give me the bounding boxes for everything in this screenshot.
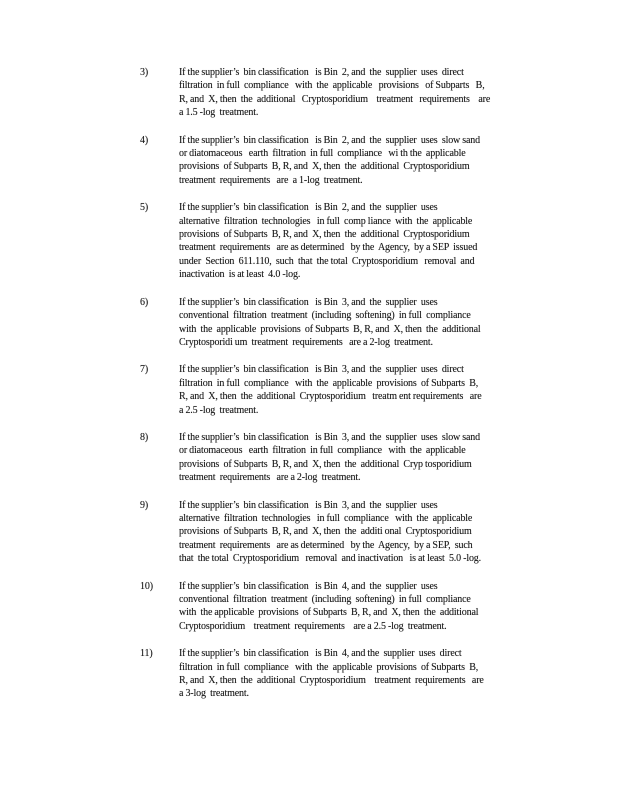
text-line: filtration in full compliance with the applicable provisions of Subparts B, xyxy=(179,661,479,673)
list-item xyxy=(140,296,490,350)
list-item xyxy=(140,134,490,188)
text-line: If the supplier’s bin classification is Bin 3, and the supplier uses xyxy=(179,296,438,308)
item-number: 7) xyxy=(140,364,149,376)
list-item xyxy=(140,201,490,281)
text-line: alternative filtration technologies in full compliance with the applicable xyxy=(179,512,473,524)
item-text xyxy=(179,296,481,350)
text-line: inactivation is at least 4.0 -log. xyxy=(179,269,301,281)
list-item xyxy=(140,431,490,485)
text-line: If the supplier’s bin classification is Bin 3, and the supplier uses direct xyxy=(179,364,464,376)
text-line: treatment requirements are as determined by the Agency, by a SEP, such xyxy=(179,539,473,551)
item-number: 3) xyxy=(140,67,149,78)
item-number: 8) xyxy=(140,431,149,443)
text-line: conventional filtration treatment (including softening) in full compliance xyxy=(179,310,471,322)
item-text xyxy=(179,499,481,566)
text-line: provisions of Subparts B, R, and X, then the additional Cryptosporidium xyxy=(179,161,470,173)
text-line: treatment requirements are a 2-log treatment. xyxy=(179,472,361,484)
text-line: that the total Cryptosporidium removal and inactivation is at least 5.0 -log. xyxy=(179,553,482,565)
text-line: alternative filtration technologies in full comp liance with the applicable xyxy=(179,215,473,227)
text-line: If the supplier’s bin classification is Bin 4, and the supplier uses direct xyxy=(179,648,462,660)
text-line: a 3-log treatment. xyxy=(179,688,249,700)
text-line: a 2.5 -log treatment. xyxy=(179,404,259,416)
text-line: If the supplier’s bin classification is Bin 2, and the supplier uses direct xyxy=(179,67,464,78)
item-text xyxy=(179,431,480,485)
text-line: or diatomaceous earth filtration in full compliance wi th the applicable xyxy=(179,148,466,160)
item-number: 5) xyxy=(140,202,149,214)
text-line: provisions of Subparts B, R, and X, then the additional Cryp tosporidium xyxy=(179,458,472,470)
list-item xyxy=(140,66,490,120)
text-line: with the applicable provisions of Subparts B, R, and X, then the additional xyxy=(179,323,481,335)
item-number: 4) xyxy=(140,134,149,146)
text-line: If the supplier’s bin classification is Bin 3, and the supplier uses xyxy=(179,499,438,511)
text-line: R, and X, then the additional Cryptosporidium treatm ent requirements are xyxy=(179,391,482,403)
text-line: treatment requirements are as determined by the Agency, by a SEP issued xyxy=(179,242,478,254)
item-text xyxy=(179,363,482,417)
item-number: 10) xyxy=(140,580,153,592)
text-line: filtration in full compliance with the applicable provisions of Subparts B, xyxy=(179,80,485,92)
item-text xyxy=(179,580,478,634)
item-text xyxy=(179,134,480,188)
item-text xyxy=(179,647,484,701)
text-line: If the supplier’s bin classification is Bin 3, and the supplier uses slow sand xyxy=(179,431,481,443)
item-text xyxy=(179,66,490,120)
text-line: R, and X, then the additional Cryptosporidium treatment requirements are xyxy=(179,675,484,687)
list-item xyxy=(140,363,490,417)
list-item xyxy=(140,499,490,566)
text-line: or diatomaceous earth filtration in full compliance with the applicable xyxy=(179,445,466,457)
text-line: If the supplier’s bin classification is Bin 2, and the supplier uses slow sand xyxy=(179,134,481,146)
text-line: Cryptosporidium treatment requirements are a 2.5 -log treatment. xyxy=(179,620,447,632)
text-line: Cryptosporidi um treatment requirements are a 2-log treatment. xyxy=(179,336,433,348)
list-item xyxy=(140,647,490,701)
item-number: 11) xyxy=(140,648,153,660)
text-line: conventional filtration treatment (including softening) in full compliance xyxy=(179,594,471,605)
text-line: If the supplier’s bin classification is Bin 2, and the supplier uses xyxy=(179,202,438,214)
text-line: with the applicable provisions of Subparts B, R, and X, then the additional xyxy=(179,607,479,619)
text-line: under Section 611.110, such that the total Cryptosporidium removal and xyxy=(179,255,475,267)
text-line: provisions of Subparts B, R, and X, then the additional Cryptosporidium xyxy=(179,229,470,241)
text-line: filtration in full compliance with the applicable provisions of Subparts B, xyxy=(179,377,479,389)
numbered-list xyxy=(140,66,490,715)
list-item xyxy=(140,580,490,634)
item-number: 9) xyxy=(140,499,149,511)
text-line: R, and X, then the additional Cryptosporidium treatment requirements are xyxy=(179,93,491,105)
text-line: treatment requirements are a 1-log treatment. xyxy=(179,174,363,186)
text-line: provisions of Subparts B, R, and X, then the additi onal Cryptosporidium xyxy=(179,526,472,538)
item-text xyxy=(179,201,477,281)
text-line: If the supplier’s bin classification is Bin 4, and the supplier uses xyxy=(179,580,438,592)
text-line: a 1.5 -log treatment. xyxy=(179,107,259,119)
item-number: 6) xyxy=(140,296,149,308)
